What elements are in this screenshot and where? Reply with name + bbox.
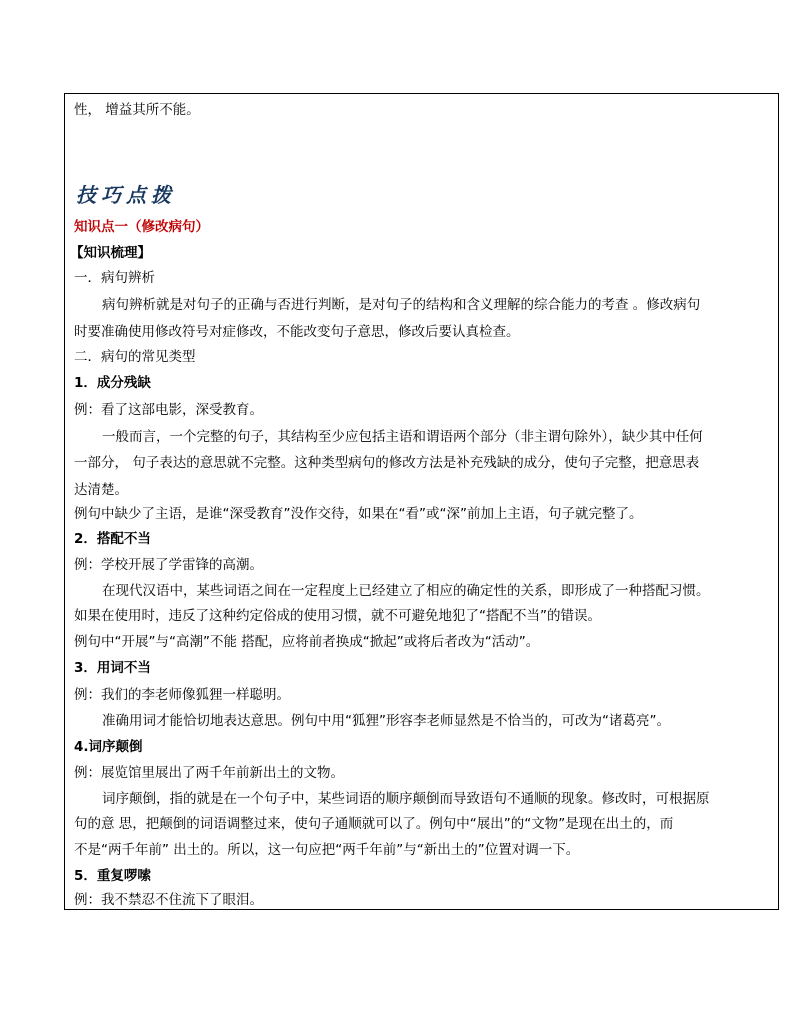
section-title: 一．病句辨析 (74, 270, 155, 286)
example-line: 例：学校开展了学雷锋的高潮。 (74, 557, 263, 573)
text-line: 性， 增益其所不能。 (74, 102, 200, 118)
type-title: 5．重复啰嗦 (74, 868, 151, 884)
paragraph-line: 病句辨析就是对句子的正确与否进行判断，是对句子的结构和含义理解的综合能力的考查 。修改病句 (102, 297, 701, 313)
skill-heading: 技巧点拨 (76, 183, 176, 207)
paragraph-line: 词序颠倒，指的就是在一个句子中，某些词语的顺序颠倒而导致语句不通顺的现象。修改时，可根据原 (102, 791, 710, 807)
paragraph-line: 一部分， 句子表达的意思就不完整。这种类型病句的修改方法是补充残缺的成分，使句子完整，把意思表 (74, 455, 700, 471)
example-line: 例：看了这部电影，深受教育。 (74, 402, 263, 418)
paragraph-line: 准确用词才能恰切地表达意思。例句中用“狐狸”形容李老师显然是不恰当的，可改为“诸葛亮”。 (102, 713, 670, 729)
type-title: 2．搭配不当 (74, 531, 151, 547)
type-title: 1．成分残缺 (74, 375, 151, 391)
paragraph-line: 句的意 思，把颠倒的词语调整过来，使句子通顺就可以了。例句中“展出”的“文物”是现在出土的，而 (74, 816, 674, 832)
type-title: 3．用词不当 (74, 660, 151, 676)
paragraph-line: 如果在使用时，违反了这种约定俗成的使用习惯，就不可避免地犯了“搭配不当”的错误。 (74, 608, 601, 624)
section-title: 二．病句的常见类型 (74, 349, 196, 365)
example-line: 例：我们的李老师像狐狸一样聪明。 (74, 687, 290, 703)
type-title: 4.词序颠倒 (74, 739, 143, 755)
paragraph-line: 例句中缺少了主语，是谁“深受教育”没作交待，如果在“看”或“深”前加上主语，句子就完整了。 (74, 506, 643, 522)
paragraph-line: 时要准确使用修改符号对症修改，不能改变句子意思，修改后要认真检查。 (74, 324, 520, 340)
content-frame (64, 93, 779, 910)
paragraph-line: 在现代汉语中，某些词语之间在一定程度上已经建立了相应的确定性的关系，即形成了一种搭配习惯。 (102, 583, 710, 599)
paragraph-line: 达清楚。 (74, 482, 128, 498)
example-line: 例：我不禁忍不住流下了眼泪。 (74, 892, 263, 908)
point-title: 知识点一（修改病句） (74, 219, 209, 235)
paragraph-line: 一般而言，一个完整的句子，其结构至少应包括主语和谓语两个部分（非主谓句除外），缺少其中任何 (102, 429, 703, 445)
paragraph-line: 不是“两千年前” 出土的。所以，这一句应把“两千年前”与“新出土的”位置对调一下。 (74, 842, 580, 858)
section-bracket-title: 【知识梳理】 (70, 245, 151, 261)
example-line: 例：展览馆里展出了两千年前新出土的文物。 (74, 765, 344, 781)
paragraph-line: 例句中“开展”与“高潮”不能 搭配，应将前者换成“掀起”或将后者改为“活动”。 (74, 634, 540, 650)
